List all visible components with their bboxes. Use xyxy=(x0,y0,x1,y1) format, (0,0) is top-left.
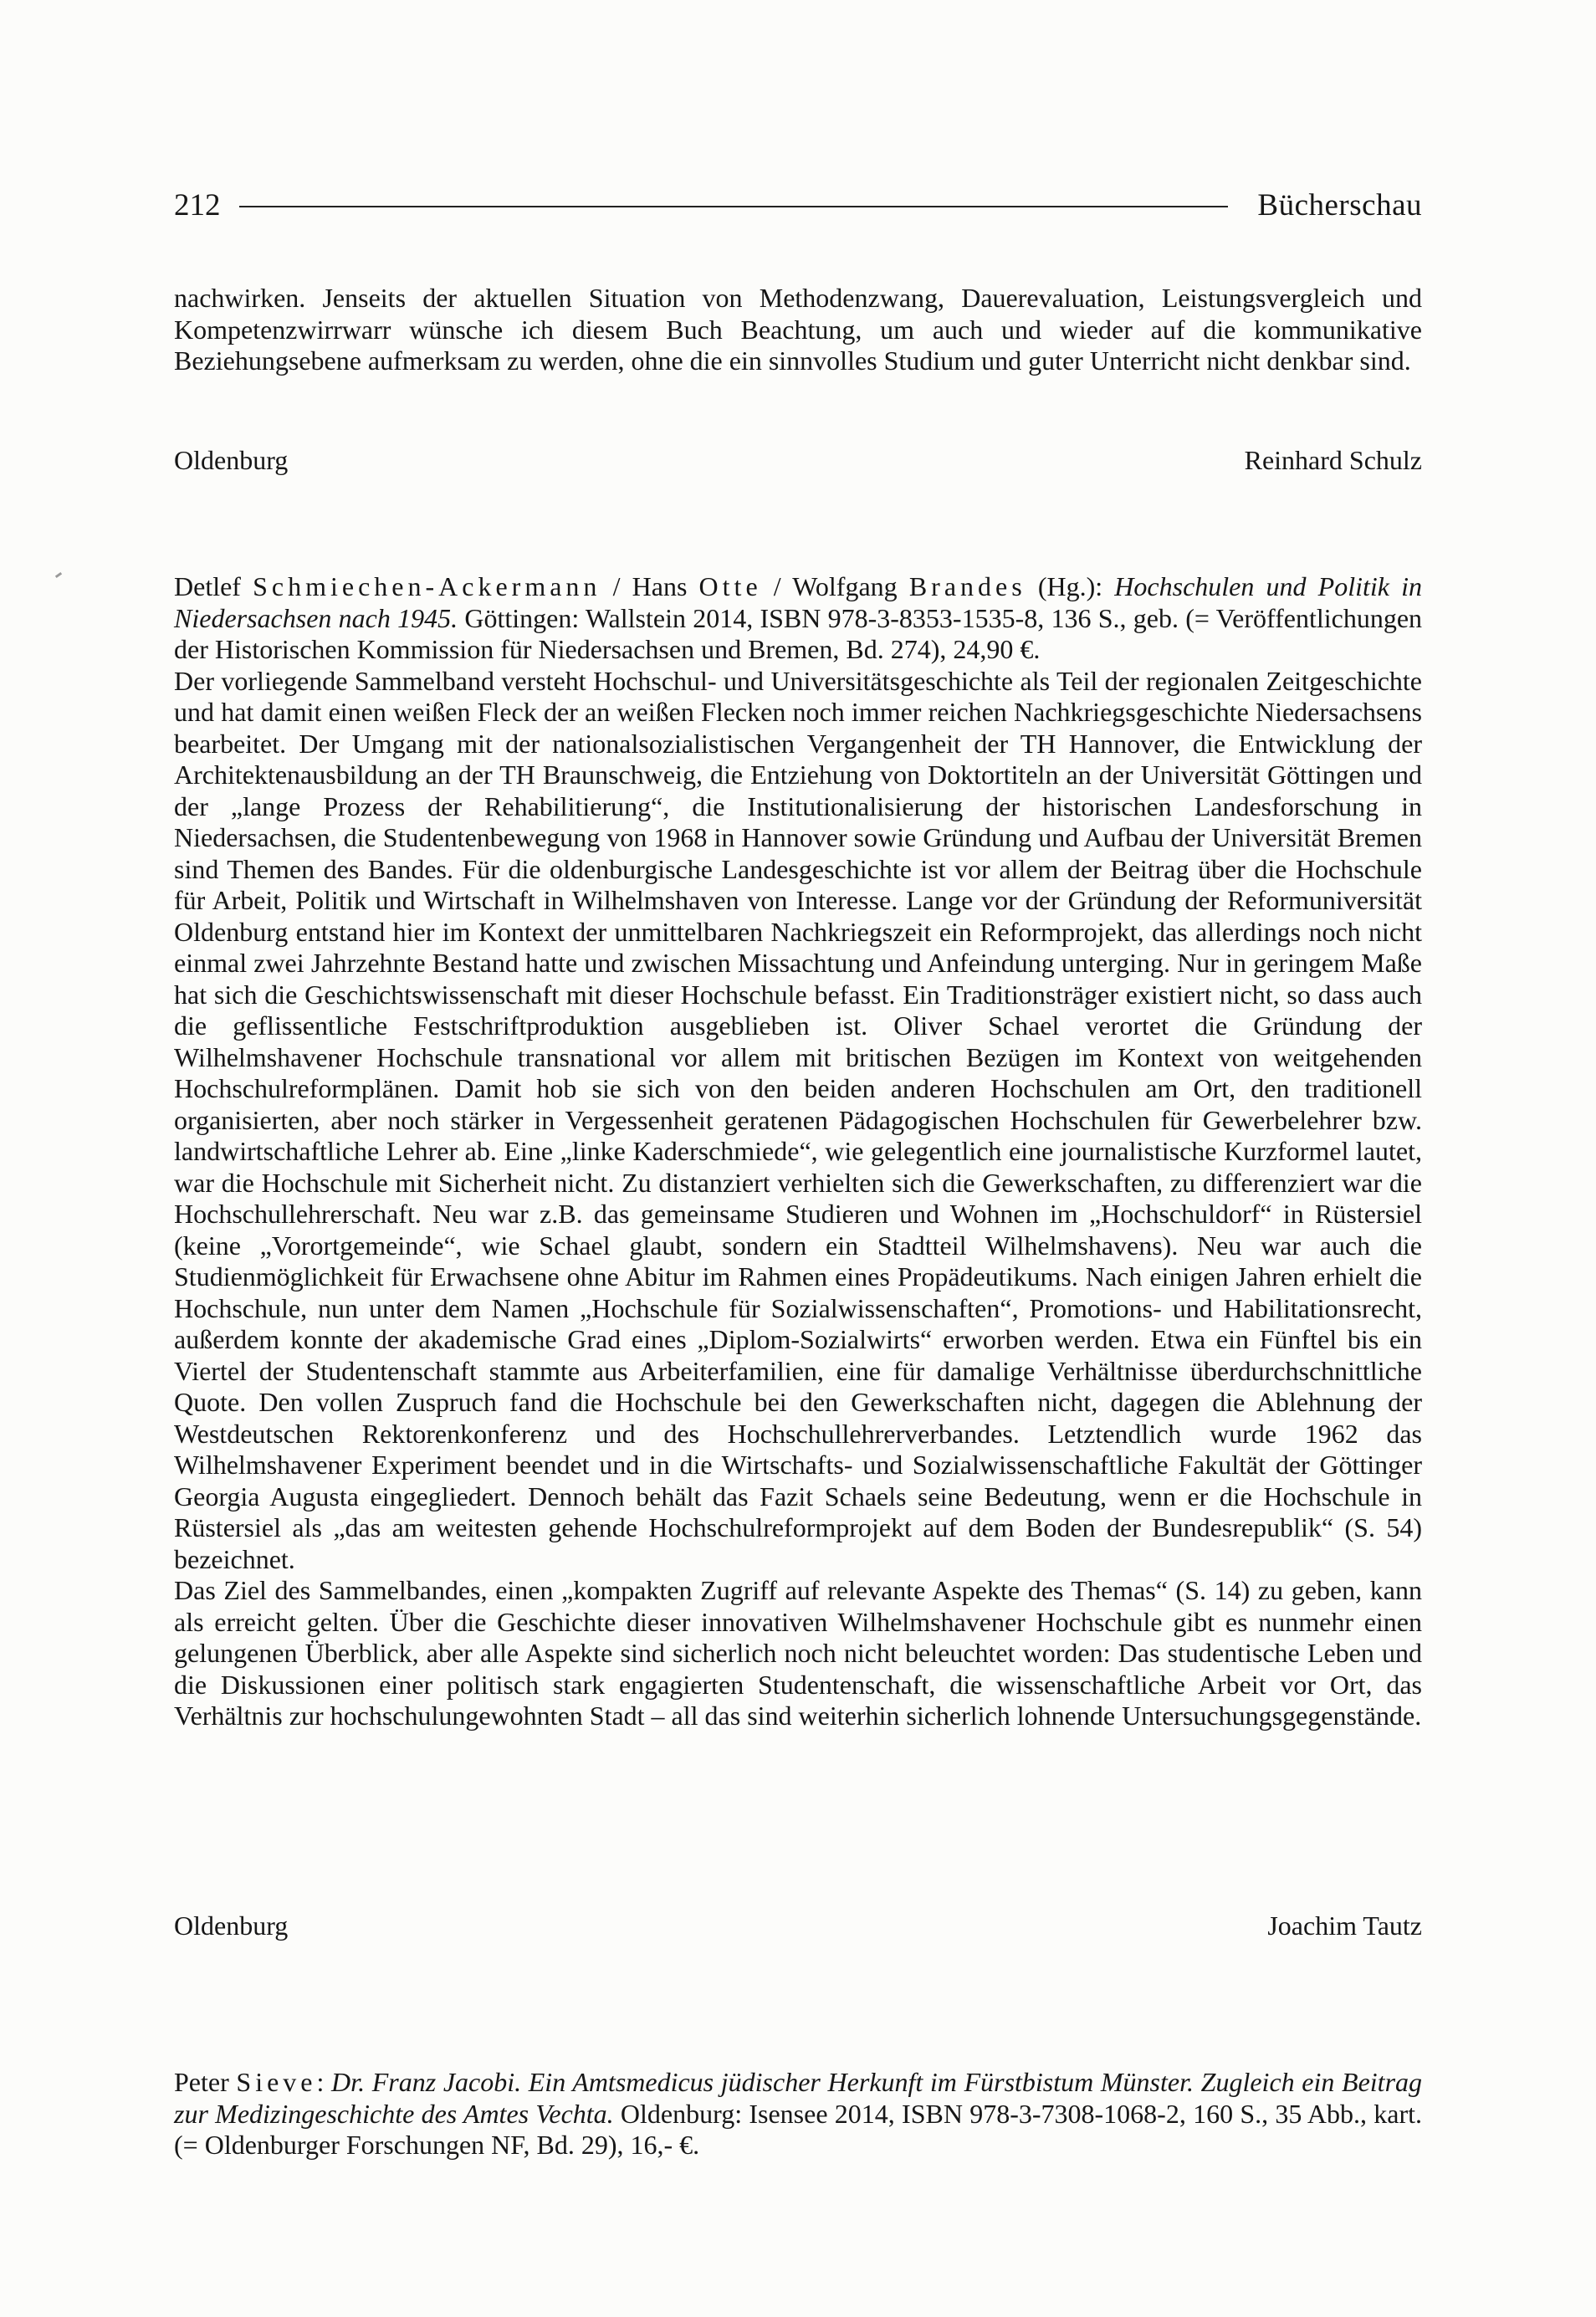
header-rule xyxy=(239,206,1228,207)
reviewer-name: Reinhard Schulz xyxy=(1244,445,1422,475)
section-title: Bücherschau xyxy=(1257,188,1422,222)
review-place: Oldenburg xyxy=(174,1910,289,1941)
author-first-name: Detlef xyxy=(174,571,241,601)
book-review xyxy=(174,571,1422,1732)
margin-mark xyxy=(55,572,62,578)
page-number: 212 xyxy=(174,188,221,222)
review-paragraph: Der vorliegende Sammelband versteht Hochschul- und Universitätsgeschichte als Teil der regionalen Zeitgeschichte und hat damit einen weißen Fleck der an weißen Flecken noch immer reichen Nachkriegsgeschichte Niedersachsens bearbeitet. Der Umgang mit der nationalsozialistischen Vergangenheit der TH Hannover, die Entwicklung der Architektenausbildung an der TH Braunschweig, die Entziehung von Doktortiteln an der Universität Göttingen und der „lange Prozess der Rehabilitierung“, die Institutionalisierung der historischen Landesforschung in Niedersachsen, die Studentenbewegung von 1968 in Hannover sowie Gründung und Aufbau der Universität Bremen sind Themen des Bandes. Für die oldenburgische Landesgeschichte ist vor allem der Beitrag über die Hochschule für Arbeit, Politik und Wirtschaft in Wilhelmshaven von Interesse. Lange vor der Gründung der Reformuniversität Oldenburg entstand hier im Kontext der unmittelbaren Nachkriegszeit ein Reformprojekt, das allerdings noch nicht einmal zwei Jahrzehnte Bestand hatte und zwischen Missachtung und Anfeindung unterging. Nur in geringem Maße hat sich die Geschichtswissenschaft mit dieser Hochschule befasst. Ein Traditionsträger existiert nicht, so dass auch die geflissentliche Festschriftproduktion ausgeblieben ist. Oliver Schael verortet die Gründung der Wilhelmshavener Hochschule transnational vor allem mit britischen Bezügen im Kontext von weitgehenden Hochschulreformplänen. Damit hob sie sich von den beiden anderen Hochschulen am Ort, den traditionell organisierten, aber noch stärker in Vergessenheit geratenen Pädagogischen Hochschulen für Gewerbelehrer bzw. landwirtschaftliche Lehrer ab. Eine „linke Kaderschmiede“, wie gelegentlich eine journalistische Kurzformel lautet, war die Hochschule mit Sicherheit nicht. Zu distanziert verhielten sich die Gewerkschaften, zu differenziert war die Hochschullehrerschaft. Neu war z.B. das gemeinsame Studieren und Wohnen im „Hochschuldorf“ in Rüstersiel (keine „Vorortgemeinde“, wie Schael glaubt, sondern ein Stadtteil Wilhelmshavens). Neu war auch die Studienmöglichkeit für Erwachsene ohne Abitur im Rahmen eines Propädeutikums. Nach einigen Jahren erhielt die Hochschule, nun unter dem Namen „Hochschule für Sozialwissenschaften“, Promotions- und Habilitationsrecht, außerdem konnte der akademische Grad eines „Diplom-Sozialwirts“ erworben werden. Etwa ein Fünftel bis ein Viertel der Studentenschaft stammte aus Arbeiterfamilien, eine für damalige Verhältnisse überdurchschnittliche Quote. Den vollen Zuspruch fand die Hochschule bei den Gewerkschaften nicht, dagegen die Ablehnung der Westdeutschen Rektorenkonferenz und des Hochschullehrerverbandes. Letztendlich wurde 1962 das Wilhelmshavener Experiment beendet und in die Wirtschafts- und Sozialwissenschaftliche Fakultät der Göttinger Georgia Augusta eingegliedert. Dennoch behält das Fazit Schaels seine Bedeutung, wenn er die Hochschule in Rüstersiel als „das am weitesten gehende Hochschulreformprojekt auf dem Boden der Bundesrepublik“ (S. 54) bezeichnet. xyxy=(174,665,1422,1574)
author-last-name: Otte xyxy=(698,571,762,601)
review-paragraph: Das Ziel des Sammelbandes, einen „kompakten Zugriff auf relevante Aspekte des Themas“ (S. 14) zu geben, kann als erreicht gelten. Über die Geschichte dieser innovativen Wilhelmshavener Hochschule gibt es nunmehr einen gelungenen Überblick, aber alle Aspekte sind sicherlich noch nicht beleuchtet worden: Das studentische Leben und die Diskussionen einer politisch stark engagierten Studentenschaft, die wissenschaftliche Arbeit vor Ort, das Verhältnis zur hochschulungewohnten Stadt – all das sind weiterhin sicherlich lohnende Untersuchungsgegenstände. xyxy=(174,1575,1422,1731)
author-first-name: Hans xyxy=(632,571,688,601)
author-last-name: Sieve xyxy=(236,2067,317,2097)
bibliographic-entry: Detlef Schmiechen-Ackermann / Hans Otte / Wolfgang Brandes (Hg.): Hochschulen und Politik in Niedersachsen nach 1945. Göttingen: Wallstein 2014, ISBN 978-3-8353-1535-8, 136 S., geb. (= Veröffentlichungen der Historischen Kommission für Niedersachsen und Bremen, Bd. 274), 24,90 €. xyxy=(174,571,1423,664)
author-last-name: Schmiechen-Ackermann xyxy=(253,571,601,601)
review-signature xyxy=(174,1907,1422,1944)
review-place: Oldenburg xyxy=(174,445,289,475)
publication-details: Göttingen: Wallstein 2014, ISBN 978-3-8353-1535-8, 136 S., geb. (= Veröffentlichungen der Historischen Kommission für Niedersachsen und Bremen, Bd. 274), 24,90 €. xyxy=(174,602,1423,664)
review-signature xyxy=(174,442,1422,478)
review-paragraph: nachwirken. Jenseits der aktuellen Situation von Methodenzwang, Dauerevaluation, Leistungsvergleich und Kompetenzwirrwarr wünsche ich diesem Buch Beachtung, um auch und wieder auf die kommunikative Beziehungsebene aufmerksam zu werden, ohne die ein sinnvolles Studium und guter Unterricht nicht denkbar sind. xyxy=(174,283,1422,376)
author-first-name: Peter xyxy=(174,2067,229,2097)
review-continuation xyxy=(174,283,1422,377)
reviewer-name: Joachim Tautz xyxy=(1267,1910,1422,1941)
book-title: Hochschulen und Politik in Niedersachsen nach 1945. xyxy=(174,571,1423,633)
author-first-name: Wolfgang xyxy=(792,571,898,601)
author-last-name: Brandes xyxy=(908,571,1026,601)
book-title: Dr. Franz Jacobi. Ein Amtsmedicus jüdischer Herkunft im Fürstbistum Münster. Zugleich ein Beitrag zur Medizingeschichte des Amtes Vechta. xyxy=(174,2067,1423,2129)
editor-note: (Hg.): xyxy=(1037,571,1103,601)
bibliographic-entry: Peter Sieve: Dr. Franz Jacobi. Ein Amtsmedicus jüdischer Herkunft im Fürstbistum Münster. Zugleich ein Beitrag zur Medizingeschichte des Amtes Vechta. Oldenburg: Isensee 2014, ISBN 978-3-7308-1068-2, 160 S., 35 Abb., kart. (= Oldenburger Forschungen NF, Bd. 29), 16,- €. xyxy=(174,2067,1423,2160)
publication-details: Oldenburg: Isensee 2014, ISBN 978-3-7308-1068-2, 160 S., 35 Abb., kart. (= Oldenburger Forschungen NF, Bd. 29), 16,- €. xyxy=(174,2098,1423,2160)
book-review xyxy=(174,2067,1422,2161)
running-header xyxy=(174,182,1422,229)
